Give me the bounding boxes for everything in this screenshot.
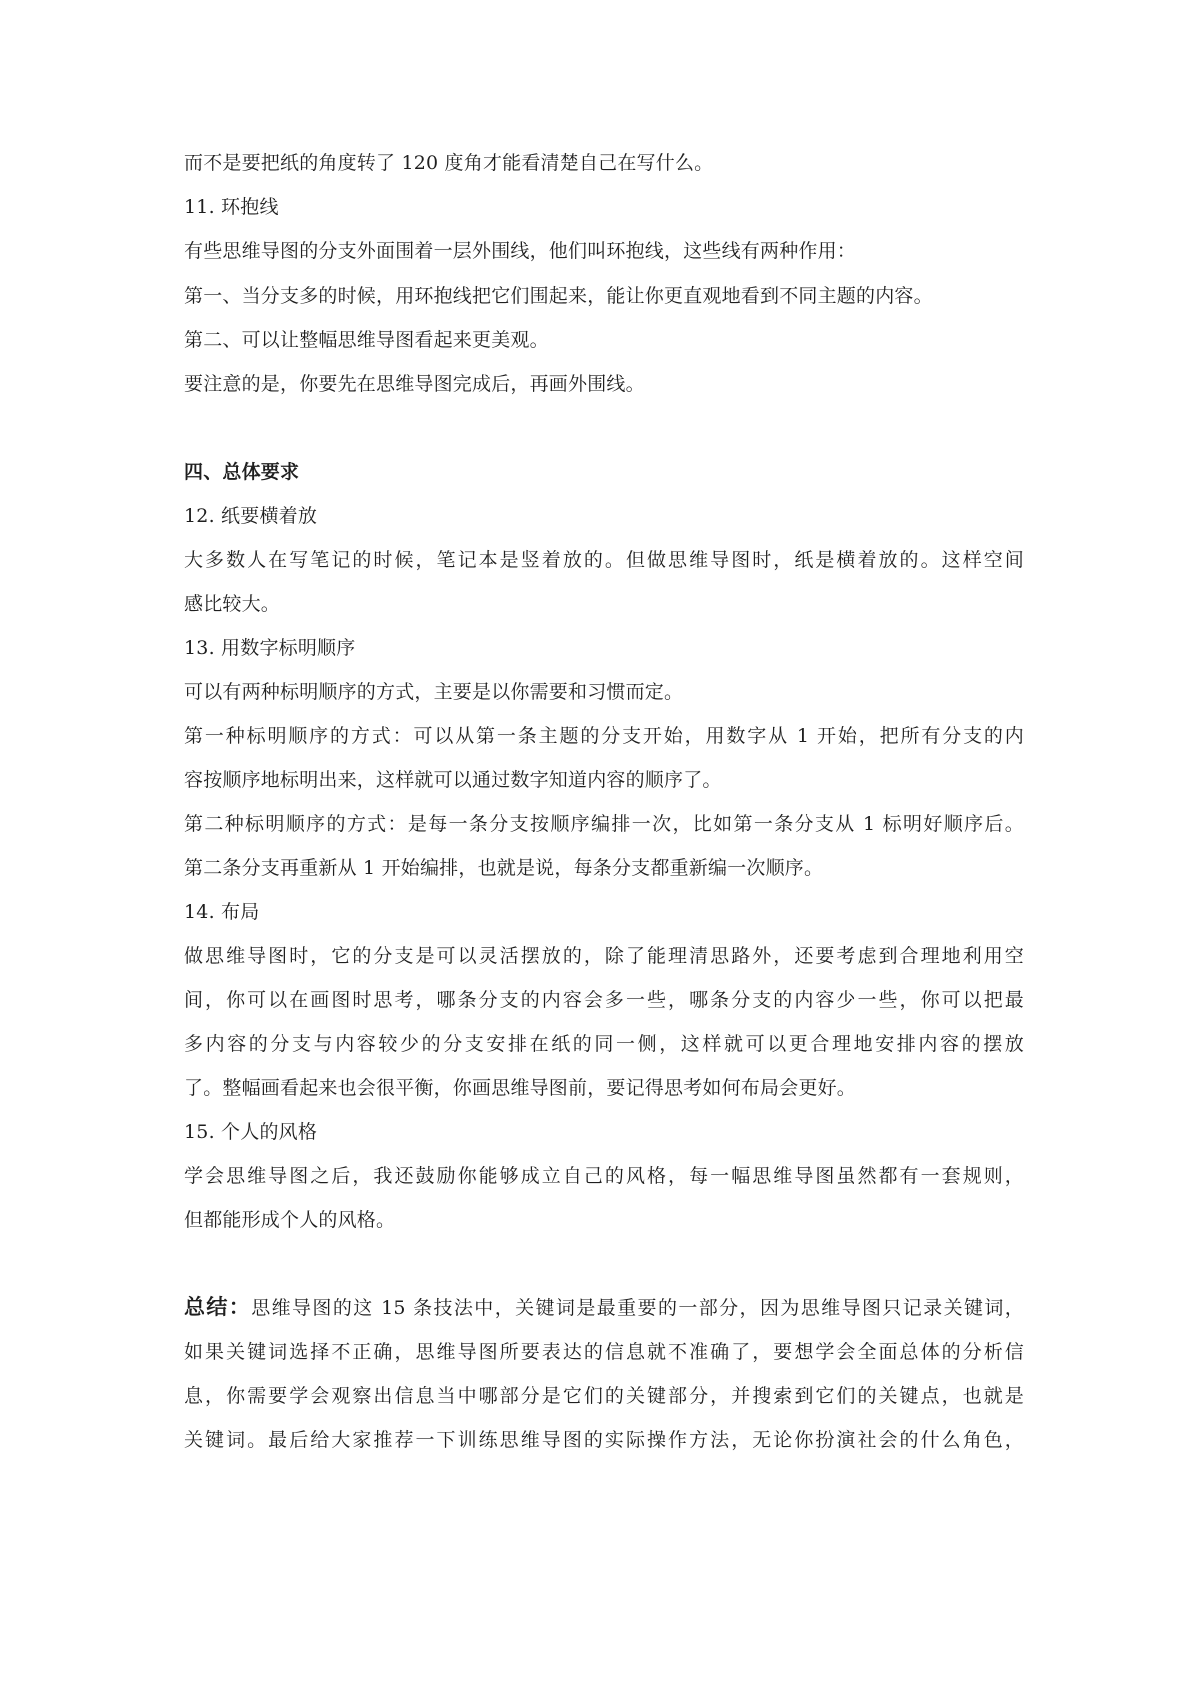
paragraph-line: 有些思维导图的分支外面围着一层外围线，他们叫环抱线，这些线有两种作用： (184, 240, 857, 262)
summary-label: 总结： (184, 1295, 252, 1319)
section-heading: 四、总体要求 (184, 461, 300, 483)
paragraph-line: 做思维导图时，它的分支是可以灵活摆放的，除了能理清思路外，还要考虑到合理地利用空 (184, 945, 1024, 967)
paragraph-line: 学会思维导图之后，我还鼓励你能够成立自己的风格，每一幅思维导图虽然都有一套规则， (184, 1165, 1024, 1187)
paragraph-line: 大多数人在写笔记的时候，笔记本是竖着放的。但做思维导图时，纸是横着放的。这样空间 (184, 549, 1024, 571)
paragraph-line: 可以有两种标明顺序的方式，主要是以你需要和习惯而定。 (184, 681, 684, 703)
paragraph-line: 容按顺序地标明出来，这样就可以通过数字知道内容的顺序了。 (184, 769, 722, 791)
item-heading-15: 15. 个人的风格 (184, 1121, 318, 1143)
paragraph-line: 关键词。最后给大家推荐一下训练思维导图的实际操作方法，无论你扮演社会的什么角色， (184, 1429, 1024, 1451)
paragraph-line: 第二、可以让整幅思维导图看起来更美观。 (184, 329, 549, 351)
paragraph-line: 间，你可以在画图时思考，哪条分支的内容会多一些，哪条分支的内容少一些，你可以把最 (184, 989, 1024, 1011)
paragraph-line: 多内容的分支与内容较少的分支安排在纸的同一侧，这样就可以更合理地安排内容的摆放 (184, 1033, 1024, 1055)
paragraph-line: 如果关键词选择不正确，思维导图所要表达的信息就不准确了，要想学会全面总体的分析信 (184, 1341, 1024, 1363)
item-heading-11: 11. 环抱线 (184, 196, 279, 218)
paragraph-line: 但都能形成个人的风格。 (184, 1209, 396, 1231)
summary-first-line (184, 1294, 1024, 1321)
paragraph-line: 感比较大。 (184, 593, 281, 615)
summary-text: 思维导图的这 15 条技法中，关键词是最重要的一部分，因为思维导图只记录关键词， (251, 1297, 1024, 1319)
paragraph-line: 而不是要把纸的角度转了 120 度角才能看清楚自己在写什么。 (184, 152, 714, 174)
paragraph-line: 第二条分支再重新从 1 开始编排，也就是说，每条分支都重新编一次顺序。 (184, 857, 824, 879)
paragraph-line: 了。整幅画看起来也会很平衡，你画思维导图前，要记得思考如何布局会更好。 (184, 1077, 857, 1099)
item-heading-13: 13. 用数字标明顺序 (184, 637, 356, 659)
paragraph-line: 第一、当分支多的时候，用环抱线把它们围起来，能让你更直观地看到不同主题的内容。 (184, 285, 933, 307)
item-heading-12: 12. 纸要横着放 (184, 505, 318, 527)
paragraph-line: 第一种标明顺序的方式：可以从第一条主题的分支开始，用数字从 1 开始，把所有分支的内 (184, 725, 1024, 747)
paragraph-line: 第二种标明顺序的方式：是每一条分支按顺序编排一次，比如第一条分支从 1 标明好顺序后。 (184, 813, 1024, 835)
paragraph-line: 要注意的是，你要先在思维导图完成后，再画外围线。 (184, 373, 645, 395)
item-heading-14: 14. 布局 (184, 901, 260, 923)
paragraph-line: 息，你需要学会观察出信息当中哪部分是它们的关键部分，并搜索到它们的关键点，也就是 (184, 1385, 1024, 1407)
